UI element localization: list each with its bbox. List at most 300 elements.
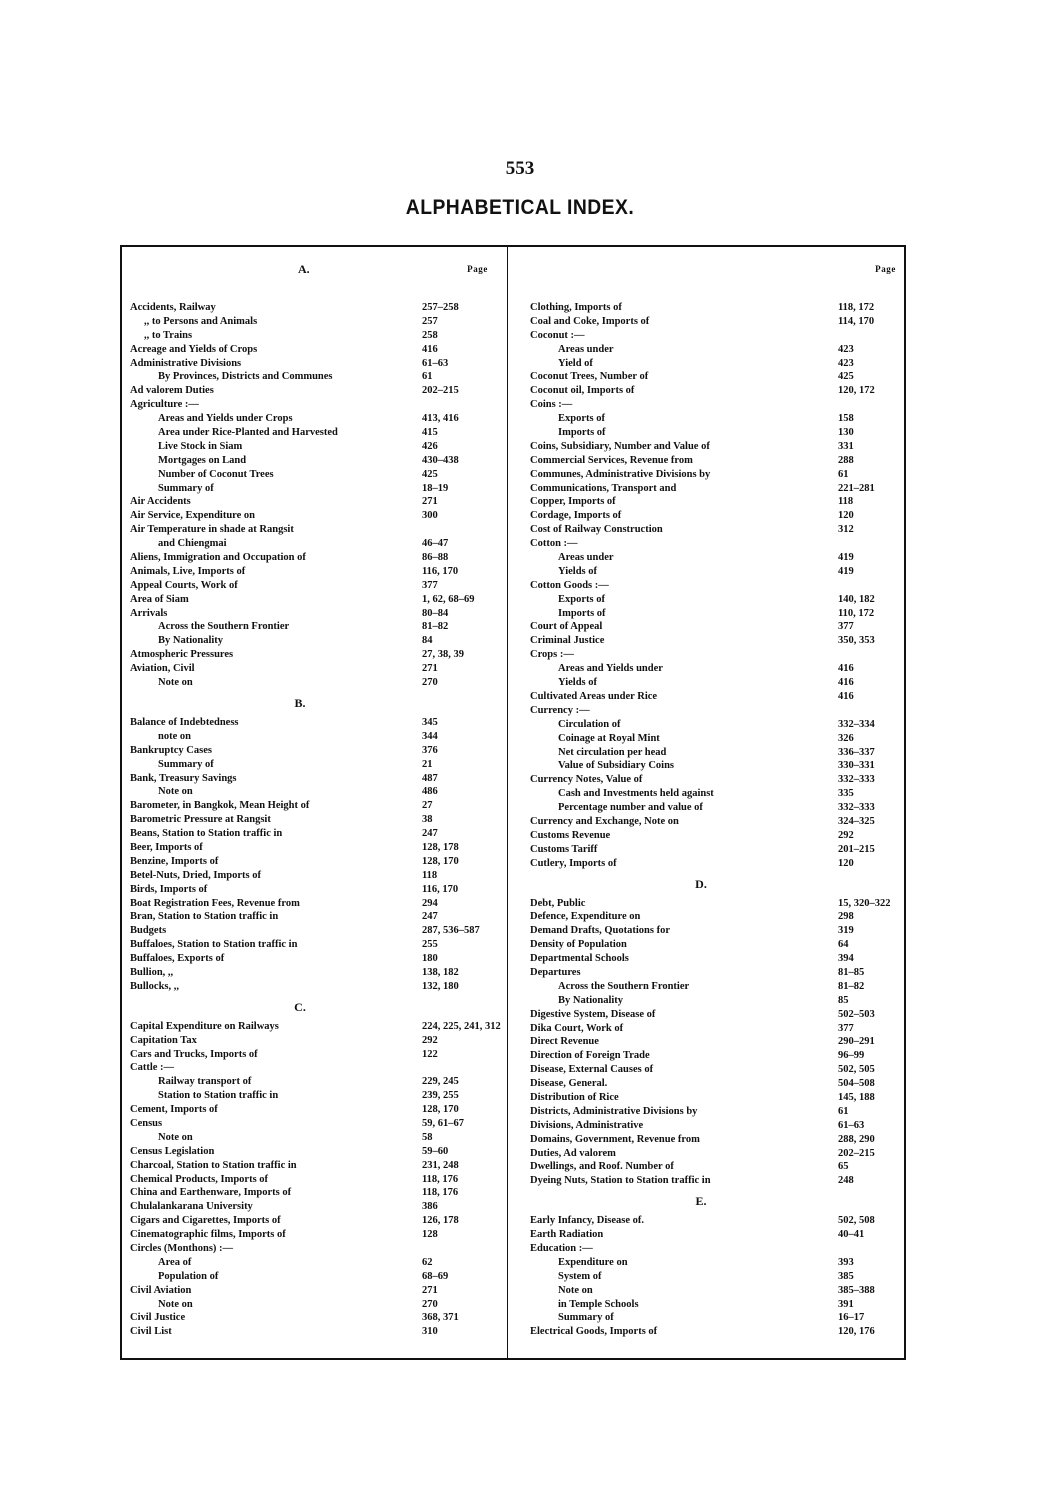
section-letter: C. [294,999,306,1014]
index-entry [130,1270,500,1284]
index-entry [130,910,500,924]
index-entry [130,1284,500,1298]
index-entry [530,1270,902,1284]
index-entry [130,758,500,772]
index-entry [130,827,500,841]
index-entry [530,634,902,648]
index-entry [530,857,902,871]
entry-text: Animals, Live, Imports of [130,565,246,577]
index-entry [130,1075,500,1089]
entry-text: China and Earthenware, Imports of [130,1187,292,1199]
entry-page: 18–19 [422,482,449,494]
entry-page: 81–82 [838,980,865,992]
index-entry [530,1091,902,1105]
entry-page: 128, 178 [422,841,459,853]
entry-page: 202–215 [838,1147,875,1159]
index-entry [530,938,902,952]
index-entry [130,315,500,329]
index-entry [130,799,500,813]
entry-page: 385–388 [838,1284,875,1296]
entry-text: Note on [158,1131,193,1143]
index-entry [530,759,902,773]
index-entry [530,1174,902,1188]
entry-text: Areas and Yields under Crops [158,413,293,425]
index-entry [130,551,500,565]
entry-page: 96–99 [838,1050,865,1062]
entry-text: Railway transport of [158,1076,252,1088]
entry-page: 38 [422,814,433,826]
entry-text: Exports of [558,593,605,605]
entry-text: Disease, External Causes of [530,1064,654,1076]
index-entry [530,1105,902,1119]
index-entry [130,454,500,468]
index-entry [530,994,902,1008]
entry-page: 122 [422,1048,438,1060]
entry-page: 386 [422,1201,438,1213]
entry-text: Budgets [130,925,167,937]
index-entry [530,952,902,966]
entry-text: Note on [558,1284,593,1296]
index-entry [130,648,500,662]
entry-page: 40–41 [838,1229,865,1241]
entry-text: Administrative Divisions [130,357,242,369]
entry-page: 394 [838,953,854,965]
index-entry [530,1325,902,1339]
entry-page: 413, 416 [422,413,459,425]
index-entry [530,732,902,746]
index-entry [130,634,500,648]
index-entry [530,1035,902,1049]
entry-page: 332–334 [838,718,875,730]
index-entry [130,523,500,537]
index-entry [130,1214,500,1228]
index-entry [130,1034,500,1048]
index-entry [530,1242,902,1256]
entry-page: 59, 61–67 [422,1117,464,1129]
entry-text: Earth Radiation [530,1229,604,1241]
index-entry [130,607,500,621]
index-entry [530,551,902,565]
entry-text: Note on [158,786,193,798]
section-letter: E. [695,1194,707,1209]
entry-text: Dwellings, and Roof. Number of [530,1161,674,1173]
entry-text: Distribution of Rice [530,1091,619,1103]
entry-page: 415 [422,427,438,439]
entry-page: 158 [838,413,854,425]
spacer [530,284,902,301]
index-entry [530,897,902,911]
entry-text: Live Stock in Siam [158,440,243,452]
entry-page: 257–258 [422,302,459,313]
entry-text: Mortgages on Land [158,454,247,466]
entry-page: 292 [422,1034,438,1046]
entry-text: Charcoal, Station to Station traffic in [130,1159,297,1171]
entry-page: 180 [422,953,438,965]
index-entry [130,565,500,579]
entry-text: Barometer, in Bangkok, Mean Height of [130,800,310,812]
index-entry [530,1147,902,1161]
index-entry [530,579,902,593]
entry-text: Demand Drafts, Quotations for [530,925,670,937]
index-entry [130,924,500,938]
entry-text: and Chiengmai [158,538,227,550]
index-entry [130,676,500,690]
entry-page: 423 [838,357,854,369]
index-entry [530,662,902,676]
index-entry [530,1214,902,1228]
entry-text: Circulation of [558,718,621,730]
entry-text: Imports of [558,607,606,619]
entry-page: 202–215 [422,385,459,397]
index-entry [530,1311,902,1325]
entry-page: 239, 255 [422,1090,459,1102]
entry-page: 128 [422,1229,438,1241]
entry-page: 300 [422,510,438,522]
index-entry [530,1008,902,1022]
entry-page: 61 [422,371,433,383]
entry-text: Area of Siam [130,593,189,605]
index-entry [530,482,902,496]
entry-page: 377 [838,621,854,633]
index-entry [130,1117,500,1131]
entry-text: Atmospheric Pressures [130,649,234,661]
index-entry [130,1228,500,1242]
index-entry [530,440,902,454]
index-entry [130,1298,500,1312]
page-column-header: Page [467,264,488,274]
index-entry [130,841,500,855]
entry-text: Coconut Trees, Number of [530,371,649,383]
entry-page: 258 [422,329,438,341]
entry-text: Capital Expenditure on Railways [130,1020,279,1032]
index-entry [530,773,902,787]
index-entry [130,730,500,744]
entry-text: Barometric Pressure at Rangsit [130,814,271,826]
entry-text: Coins :— [530,399,573,411]
spacer [130,284,500,301]
entry-text: Air Service, Expenditure on [130,510,256,522]
entry-text: Communications, Transport and [530,482,677,494]
index-entry [130,1061,500,1075]
entry-page: 324–325 [838,815,875,827]
index-entry [530,1160,902,1174]
index-entry [530,370,902,384]
entry-page: 145, 188 [838,1091,875,1103]
entry-text: Census Legislation [130,1145,215,1157]
index-entry [130,1173,500,1187]
index-entry [130,412,500,426]
entry-page: 140, 182 [838,593,875,605]
entry-page: 114, 170 [838,315,875,327]
entry-text: Early Infancy, Disease of. [530,1215,645,1227]
index-entry [130,1325,500,1339]
entry-page: 298 [838,911,854,923]
entry-page: 336–337 [838,746,875,758]
entry-text: Domains, Government, Revenue from [530,1133,700,1145]
entry-page: 332–333 [838,774,875,786]
index-entry [130,495,500,509]
entry-page: 128, 170 [422,855,459,867]
entry-text: Net circulation per head [558,746,667,758]
index-entry [130,440,500,454]
entry-text: Cattle :— [130,1062,175,1074]
index-entry [130,813,500,827]
section-letter: B. [294,695,306,710]
entry-page: 391 [838,1298,854,1310]
entry-text: Court of Appeal [530,621,603,633]
index-entry [130,855,500,869]
entry-text: Digestive System, Disease of [530,1008,656,1020]
index-entry [130,329,500,343]
entry-text: Electrical Goods, Imports of [530,1326,658,1338]
entry-page: 377 [422,579,438,591]
entry-text: Beer, Imports of [130,841,203,853]
entry-page: 118, 176 [422,1187,459,1199]
index-entry [530,301,902,315]
index-entry [130,426,500,440]
entry-page: 486 [422,786,438,798]
entry-text: Cotton Goods :— [530,579,609,591]
index-entry [130,579,500,593]
entry-text: Customs Revenue [530,829,611,841]
entry-text: Air Accidents [130,496,191,508]
entry-page: 58 [422,1131,433,1143]
entry-page: 502, 505 [838,1064,875,1076]
entry-page: 247 [422,911,438,923]
entry-page: 271 [422,663,438,675]
index-entry [130,593,500,607]
entry-page: 425 [422,468,438,480]
index-entry [130,1311,500,1325]
index-entry [530,829,902,843]
index-entry [530,718,902,732]
entry-text: Across the Southern Frontier [158,621,290,633]
entry-page: 221–281 [838,482,875,494]
entry-text: Imports of [558,427,606,439]
entry-page: 416 [422,343,438,355]
entry-page: 377 [838,1022,854,1034]
index-entry [530,815,902,829]
index-entry [130,537,500,551]
index-entry [130,468,500,482]
entry-page: 504–508 [838,1078,875,1090]
index-entry [130,620,500,634]
entry-page: 64 [838,939,849,951]
entry-text: Capitation Tax [130,1034,197,1046]
entry-text: Density of Population [530,939,627,951]
entry-text: Chemical Products, Imports of [130,1173,269,1185]
entry-page: 294 [422,897,438,909]
index-entry [530,329,902,343]
entry-page: 229, 245 [422,1076,459,1088]
column-header [530,262,902,284]
entry-page: 1, 62, 68–69 [422,593,475,605]
index-entry [130,772,500,786]
entry-text: Note on [158,677,193,689]
entry-text: Area under Rice-Planted and Harvested [158,427,338,439]
index-entry [130,938,500,952]
index-entry [130,343,500,357]
entry-text: By Provinces, Districts and Communes [158,371,333,383]
index-entry [530,1228,902,1242]
index-entry [530,509,902,523]
entry-text: ,, to Persons and Animals [144,315,258,327]
index-entry [130,357,500,371]
entry-text: Note on [158,1298,193,1310]
entry-text: Acreage and Yields of Crops [130,343,258,355]
entry-page: 118, 176 [422,1173,459,1185]
entry-page: 65 [838,1161,849,1173]
entry-page: 61 [838,1105,849,1117]
entry-text: Accidents, Railway [130,302,216,313]
entry-text: Cotton :— [530,538,578,550]
entry-text: Yields of [558,677,597,689]
entry-text: Aviation, Civil [130,663,195,675]
entry-text: Cement, Imports of [130,1104,218,1116]
index-entry [530,1133,902,1147]
index-entry [530,565,902,579]
entry-text: Communes, Administrative Divisions by [530,468,711,480]
entry-page: 290–291 [838,1036,875,1048]
entry-text: Birds, Imports of [130,883,208,895]
entry-page: 270 [422,1298,438,1310]
entry-page: 61–63 [422,357,449,369]
entry-text: Exports of [558,413,605,425]
index-entry [530,537,902,551]
index-entry [530,454,902,468]
entry-text: Buffaloes, Station to Station traffic in [130,939,298,951]
entry-text: Across the Southern Frontier [558,980,690,992]
entry-text: Cultivated Areas under Rice [530,690,658,702]
entry-page: 426 [422,440,438,452]
entry-page: 326 [838,732,854,744]
entry-text: Areas and Yields under [558,663,663,675]
entry-page: 126, 178 [422,1215,459,1227]
entry-page: 118 [422,869,438,881]
entry-text: Cinematographic films, Imports of [130,1229,286,1241]
index-entry [530,384,902,398]
entry-page: 68–69 [422,1270,449,1282]
index-entry [530,1049,902,1063]
entry-text: Direction of Foreign Trade [530,1050,650,1062]
entry-page: 231, 248 [422,1159,459,1171]
entry-page: 350, 353 [838,635,875,647]
index-entry [130,744,500,758]
entry-text: Cigars and Cigarettes, Imports of [130,1215,281,1227]
index-entry [530,357,902,371]
index-entry [130,1048,500,1062]
entry-page: 393 [838,1256,854,1268]
entry-text: Benzine, Imports of [130,855,219,867]
entry-page: 118 [838,496,854,508]
entry-text: Station to Station traffic in [158,1090,279,1102]
entry-page: 257 [422,315,438,327]
entry-page: 288, 290 [838,1133,875,1145]
entry-text: Circles (Monthons) :— [130,1243,234,1254]
entry-text: Defence, Expenditure on [530,911,641,923]
entry-text: Coal and Coke, Imports of [530,315,650,327]
index-entry [530,1063,902,1077]
entry-text: Education :— [530,1243,593,1254]
entry-text: Dyeing Nuts, Station to Station traffic in [530,1175,711,1187]
entry-text: Currency and Exchange, Note on [530,815,679,827]
entry-page: 84 [422,635,433,647]
column-header [130,262,500,284]
index-entry [130,1242,500,1256]
entry-page: 502–503 [838,1008,875,1020]
index-entry [530,426,902,440]
index-entry [530,690,902,704]
index-entry [530,398,902,412]
index-entry [530,910,902,924]
index-entry [130,883,500,897]
entry-text: Agriculture :— [130,399,199,411]
entry-text: Dika Court, Work of [530,1022,624,1034]
entry-page: 61–63 [838,1119,865,1131]
index-entry [530,1022,902,1036]
entry-page: 310 [422,1326,438,1338]
entry-page: 110, 172 [838,607,875,619]
entry-text: Cutlery, Imports of [530,857,617,869]
index-entry [530,1298,902,1312]
entry-page: 330–331 [838,760,875,772]
index-entry [530,523,902,537]
entry-text: Summary of [558,1312,614,1324]
page-title: ALPHABETICAL INDEX. [405,196,635,219]
entry-page: 128, 170 [422,1104,459,1116]
entry-text: Cost of Railway Construction [530,524,663,536]
entry-page: 335 [838,788,854,800]
entry-text: Departures [530,966,581,978]
entry-text: Districts, Administrative Divisions by [530,1105,698,1117]
entry-page: 423 [838,343,854,355]
index-entry [130,869,500,883]
entry-text: Aliens, Immigration and Occupation of [130,552,306,564]
index-entry [130,1200,500,1214]
entry-text: Ad valorem Duties [130,385,214,397]
entry-text: Bran, Station to Station traffic in [130,911,279,923]
entry-text: Summary of [158,758,214,770]
entry-page: 120, 176 [838,1326,875,1338]
entry-text: ,, to Trains [144,329,193,341]
entry-page: 416 [838,690,854,702]
entry-page: 385 [838,1270,854,1282]
entry-text: Balance of Indebtedness [130,716,239,728]
page-number: 553 [505,158,535,179]
index-entry [530,607,902,621]
entry-text: Bullocks, ,, [130,980,180,992]
entry-page: 27, 38, 39 [422,649,464,661]
entry-page: 502, 508 [838,1215,875,1227]
entry-page: 46–47 [422,538,449,550]
entry-text: Yield of [558,357,593,369]
entry-text: Percentage number and value of [558,802,703,814]
entry-page: 201–215 [838,843,875,855]
index-entry [530,1077,902,1091]
entry-page: 138, 182 [422,966,459,978]
entry-page: 81–82 [422,621,449,633]
entry-page: 288 [838,454,854,466]
entry-page: 319 [838,925,854,937]
entry-page: 116, 170 [422,565,459,577]
entry-text: Coconut :— [530,329,585,341]
entry-text: Customs Tariff [530,843,598,855]
index-entry [130,1256,500,1270]
entry-page: 132, 180 [422,980,459,992]
entry-text: in Temple Schools [558,1298,639,1310]
entry-page: 81–85 [838,966,865,978]
index-entry [130,1089,500,1103]
